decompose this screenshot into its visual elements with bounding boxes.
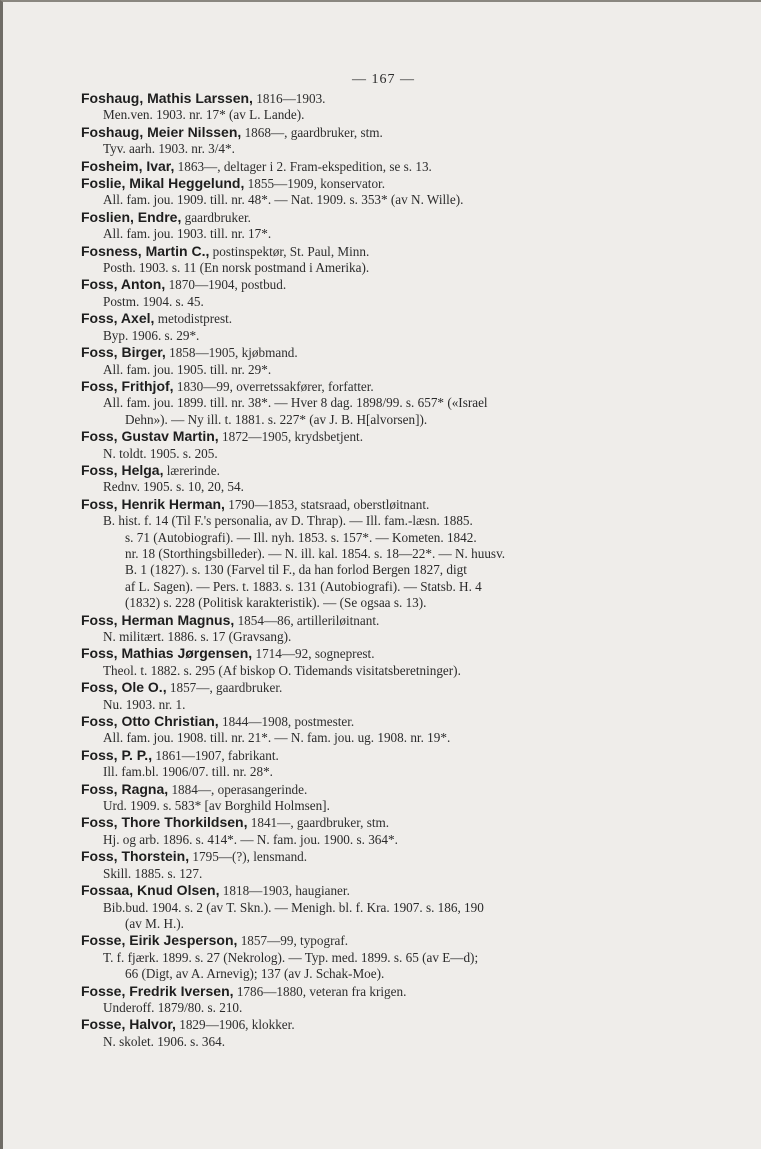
index-entry <box>81 496 681 612</box>
entry-name: Fosse, Halvor, <box>81 1016 176 1033</box>
index-entry <box>81 713 681 747</box>
entry-reference: Theol. t. 1882. s. 295 (Af biskop O. Tidemands visitatsberetninger). <box>103 662 461 678</box>
entry-heading <box>81 645 681 662</box>
index-entry <box>81 209 681 243</box>
entry-description: 1884—, operasangerinde. <box>168 781 308 797</box>
index-entry <box>81 814 681 848</box>
entry-heading <box>81 747 681 764</box>
entry-name: Foss, Helga, <box>81 461 164 478</box>
entry-reference: All. fam. jou. 1899. till. nr. 38*. — Hver 8 dag. 1898/99. s. 657* («Israel <box>103 395 488 411</box>
index-entry <box>81 882 681 932</box>
entry-description: 1841—, gaardbruker, stm. <box>247 815 390 831</box>
entry-description: 1863—, deltager i 2. Fram-ekspedition, se s. 13. <box>174 158 432 174</box>
entry-reference: N. skolet. 1906. s. 364. <box>103 1033 225 1049</box>
index-entry <box>81 1016 681 1050</box>
page-number: — 167 — <box>352 72 415 87</box>
entry-list <box>81 90 681 1050</box>
entry-name: Foss, Mathias Jørgensen, <box>81 645 253 662</box>
entry-reference: Tyv. aarh. 1903. nr. 3/4*. <box>103 141 235 157</box>
index-entry <box>81 462 681 496</box>
entry-reference: Byp. 1906. s. 29*. <box>103 327 200 343</box>
entry-name: Foslie, Mikal Heggelund, <box>81 175 245 192</box>
index-entry <box>81 645 681 679</box>
entry-heading <box>81 90 681 107</box>
entry-reference: Bib.bud. 1904. s. 2 (av T. Skn.). — Menigh. bl. f. Kra. 1907. s. 186, 190 <box>103 899 484 915</box>
entry-description: postinspektør, St. Paul, Minn. <box>209 243 370 259</box>
entry-reference: Nu. 1903. nr. 1. <box>103 696 186 712</box>
entry-reference: N. militært. 1886. s. 17 (Gravsang). <box>103 629 292 644</box>
entry-reference: B. 1 (1827). s. 130 (Farvel til F., da han forlod Bergen 1827, digt <box>125 562 467 578</box>
entry-heading <box>81 428 681 445</box>
entry-name: Foss, Herman Magnus, <box>81 611 235 628</box>
index-entry <box>81 781 681 815</box>
entry-description: 1868—, gaardbruker, stm. <box>241 124 383 140</box>
entry-heading <box>81 781 681 798</box>
entry-heading <box>81 276 681 293</box>
entry-reference: All. fam. jou. 1903. till. nr. 17*. <box>103 226 272 242</box>
entry-heading <box>81 462 681 479</box>
entry-description: 1857—, gaardbruker. <box>166 680 283 696</box>
entry-reference: s. 71 (Autobiografi). — Ill. nyh. 1853. s. 157*. — Kometen. 1842. <box>125 529 477 545</box>
entry-heading <box>81 209 681 226</box>
entry-name: Foss, Ragna, <box>81 780 169 797</box>
entry-description: 1855—1909, konservator. <box>244 176 386 192</box>
entry-name: Fosness, Martin C., <box>81 242 210 259</box>
entry-heading <box>81 983 681 1000</box>
entry-heading <box>81 496 681 513</box>
entry-reference: Hj. og arb. 1896. s. 414*. — N. fam. jou. 1900. s. 364*. <box>103 831 398 847</box>
entry-reference: Rednv. 1905. s. 10, 20, 54. <box>103 479 244 495</box>
entry-description: 1861—1907, fabrikant. <box>152 747 279 763</box>
entry-heading <box>81 158 681 175</box>
index-entry <box>81 983 681 1017</box>
index-entry <box>81 612 681 646</box>
entry-name: Foss, Anton, <box>81 276 166 293</box>
entry-heading <box>81 124 681 141</box>
entry-name: Foss, Frithjof, <box>81 377 174 394</box>
entry-heading <box>81 310 681 327</box>
entry-reference: Postm. 1904. s. 45. <box>103 293 204 309</box>
index-entry <box>81 378 681 428</box>
entry-name: Foss, P. P., <box>81 746 153 763</box>
entry-name: Foss, Birger, <box>81 344 166 361</box>
entry-name: Foss, Henrik Herman, <box>81 495 225 512</box>
entry-heading <box>81 713 681 730</box>
entry-heading <box>81 612 681 629</box>
entry-description: 1830—99, overretssakfører, forfatter. <box>173 378 374 394</box>
entry-heading <box>81 1016 681 1033</box>
entry-description: 1818—1903, haugianer. <box>219 883 350 899</box>
entry-description: 1872—1905, krydsbetjent. <box>218 429 364 445</box>
index-entry <box>81 848 681 882</box>
entry-reference: All. fam. jou. 1905. till. nr. 29*. <box>103 361 272 377</box>
index-entry <box>81 158 681 175</box>
index-entry <box>81 310 681 344</box>
entry-description: gaardbruker. <box>181 209 251 225</box>
entry-reference: B. hist. f. 14 (Til F.'s personalia, av D. Thrap). — Ill. fam.-læsn. 1885. <box>103 513 473 529</box>
entry-heading <box>81 378 681 395</box>
entry-heading <box>81 814 681 831</box>
entry-description: 1714—92, sogneprest. <box>252 646 375 662</box>
entry-name: Fosse, Fredrik Iversen, <box>81 982 234 999</box>
entry-reference: Underoff. 1879/80. s. 210. <box>103 999 243 1015</box>
entry-description: 1844—1908, postmester. <box>218 714 355 730</box>
entry-description: 1857—99, typograf. <box>237 933 349 949</box>
entry-description: lærerinde. <box>163 462 220 478</box>
entry-reference: Men.ven. 1903. nr. 17* (av L. Lande). <box>103 107 305 123</box>
entry-description: 1795—(?), lensmand. <box>189 849 308 865</box>
index-entry <box>81 175 681 209</box>
entry-description: metodistprest. <box>154 311 233 327</box>
entry-reference: Urd. 1909. s. 583* [av Borghild Holmsen]. <box>103 798 330 814</box>
entry-name: Foslien, Endre, <box>81 208 182 225</box>
entry-heading <box>81 175 681 192</box>
entry-description: 1829—1906, klokker. <box>175 1017 295 1033</box>
entry-heading <box>81 243 681 260</box>
entry-reference: af L. Sagen). — Pers. t. 1883. s. 131 (Autobiografi). — Statsb. H. 4 <box>125 578 482 594</box>
entry-reference: (av M. H.). <box>125 915 184 931</box>
index-entry <box>81 243 681 277</box>
entry-name: Foshaug, Meier Nilssen, <box>81 123 242 140</box>
entry-description: 1786—1880, veteran fra krigen. <box>233 983 407 999</box>
index-entry <box>81 90 681 124</box>
entry-name: Foss, Thore Thorkildsen, <box>81 814 248 831</box>
entry-name: Foss, Otto Christian, <box>81 713 219 730</box>
index-entry <box>81 747 681 781</box>
entry-reference: Posth. 1903. s. 11 (En norsk postmand i Amerika). <box>103 260 370 276</box>
entry-name: Fosheim, Ivar, <box>81 157 175 174</box>
entry-reference: (1832) s. 228 (Politisk karakteristik). — (Se ogsaa s. 13). <box>125 595 427 611</box>
entry-heading <box>81 882 681 899</box>
index-entry <box>81 276 681 310</box>
entry-heading <box>81 679 681 696</box>
entry-description: 1858—1905, kjøbmand. <box>165 345 298 361</box>
entry-name: Foss, Axel, <box>81 310 155 327</box>
entry-reference: Skill. 1885. s. 127. <box>103 865 203 881</box>
entry-reference: Ill. fam.bl. 1906/07. till. nr. 28*. <box>103 764 273 780</box>
index-entry <box>81 932 681 982</box>
entry-heading <box>81 344 681 361</box>
entry-name: Foss, Thorstein, <box>81 848 190 865</box>
index-entry <box>81 344 681 378</box>
entry-description: 1870—1904, postbud. <box>165 277 287 293</box>
index-entry <box>81 124 681 158</box>
entry-description: 1854—86, artilleriløitnant. <box>234 612 380 628</box>
entry-name: Fossaa, Knud Olsen, <box>81 882 220 899</box>
entry-name: Foshaug, Mathis Larssen, <box>81 90 253 106</box>
entry-reference: N. toldt. 1905. s. 205. <box>103 445 218 461</box>
entry-reference: Dehn»). — Ny ill. t. 1881. s. 227* (av J. B. H[alvorsen]). <box>125 411 428 427</box>
entry-description: 1790—1853, statsraad, oberstløitnant. <box>224 496 430 512</box>
entry-reference: T. f. fjærk. 1899. s. 27 (Nekrolog). — Typ. med. 1899. s. 65 (av E—d); <box>103 949 479 965</box>
entry-reference: All. fam. jou. 1908. till. nr. 21*. — N. fam. jou. ug. 1908. nr. 19*. <box>103 730 451 746</box>
entry-name: Fosse, Eirik Jesperson, <box>81 932 238 949</box>
entry-heading <box>81 932 681 949</box>
entry-reference: nr. 18 (Storthingsbilleder). — N. ill. kal. 1854. s. 18—22*. — N. huusv. <box>125 545 506 561</box>
entry-reference: All. fam. jou. 1909. till. nr. 48*. — Nat. 1909. s. 353* (av N. Wille). <box>103 192 464 208</box>
entry-reference: 66 (Digt, av A. Arnevig); 137 (av J. Schak-Moe). <box>125 966 385 982</box>
entry-description: 1816—1903. <box>252 91 326 106</box>
entry-heading <box>81 848 681 865</box>
index-entry <box>81 679 681 713</box>
entry-name: Foss, Ole O., <box>81 679 167 696</box>
index-entry <box>81 428 681 462</box>
entry-name: Foss, Gustav Martin, <box>81 428 219 445</box>
